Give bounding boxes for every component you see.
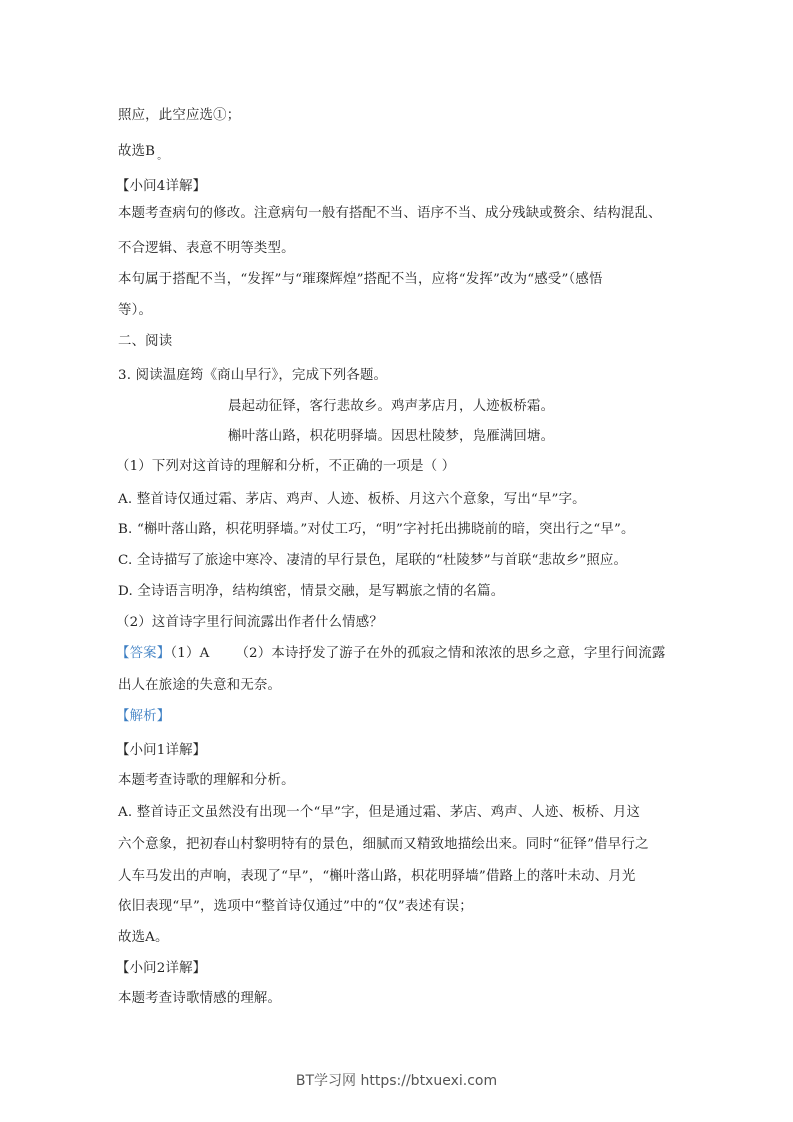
answer-line (116, 645, 665, 663)
text-line: 人车马发出的声响，表现了“早”，“槲叶落山路，枳花明驿墙”借路上的落叶未动、月光 (118, 869, 636, 884)
text-line: 本句属于搭配不当，“发挥”与“璀璨辉煌”搭配不当，应将“发挥”改为“感受”（感悟 (118, 272, 603, 287)
sub-question-2: （2）这首诗字里行间流露出作者什么情感？ (116, 615, 383, 630)
text-line: 依旧表现“早”，选项中“整首诗仅通过”中的“仅”表述有误； (118, 899, 473, 914)
section-heading: 【小问4详解】 (116, 179, 207, 194)
answer-part-1: （1）A (170, 646, 210, 661)
answer-part-2: （2）本诗抒发了游子在外的孤寂之情和浓浓的思乡之意，字里行间流露 (235, 646, 666, 661)
text-line (118, 143, 167, 166)
period-mark: 。 (157, 151, 168, 162)
question-title: 3. 阅读温庭筠《商山早行》，完成下列各题。 (118, 368, 388, 383)
sub-question-1: （1）下列对这首诗的理解和分析，不正确的一项是（ ） (116, 459, 456, 474)
text-line: 等）。 (118, 303, 153, 318)
text-line: 六个意象，把初春山村黎明特有的景色，细腻而又精致地描绘出来。同时“征铎”借早行之 (118, 837, 649, 852)
answer-label: 【答案】 (116, 646, 171, 661)
section-heading: 【小问2详解】 (116, 961, 207, 976)
text-line: 本题考查病句的修改。注意病句一般有搭配不当、语序不当、成分残缺或赘余、结构混乱、 (118, 206, 662, 221)
section-heading: 【小问1详解】 (116, 743, 207, 758)
option-c: C. 全诗描写了旅途中寒冷、凄清的早行景色，尾联的“杜陵梦”与首联“悲故乡”照应。 (118, 553, 628, 568)
option-a: A. 整首诗仅通过霜、茅店、鸡声、人迹、板桥、月这六个意象，写出“早”字。 (118, 492, 586, 507)
option-b: B. “槲叶落山路，枳花明驿墙。”对仗工巧，“明”字衬托出拂晓前的暗，突出行之“早”。 (118, 522, 635, 537)
poem-line-2: 槲叶落山路，枳花明驿墙。因思杜陵梦，凫雁满回塘。 (228, 429, 555, 444)
poem-line-1: 晨起动征铎，客行悲故乡。鸡声茅店月，人迹板桥霜。 (228, 399, 555, 414)
section-title: 二、阅读 (118, 334, 173, 349)
text-line: A. 整首诗正文虽然没有出现一个“早”字，但是通过霜、茅店、鸡声、人迹、板桥、月这 (118, 805, 641, 820)
text-line: 本题考查诗歌情感的理解。 (118, 991, 282, 1006)
text-span: 故选B (118, 144, 156, 159)
footer-watermark: BT学习网 https://btxuexi.com (295, 1073, 498, 1089)
text-line: 不合逻辑、表意不明等类型。 (118, 241, 295, 256)
option-d: D. 全诗语言明净，结构缜密，情景交融，是写羁旅之情的名篇。 (118, 584, 505, 599)
answer-continuation: 出人在旅途的失意和无奈。 (118, 678, 282, 693)
text-line: 照应，此空应选①； (118, 108, 241, 123)
analysis-label: 【解析】 (116, 709, 171, 724)
text-line: 本题考查诗歌的理解和分析。 (118, 773, 295, 788)
text-line: 故选A。 (118, 930, 169, 945)
